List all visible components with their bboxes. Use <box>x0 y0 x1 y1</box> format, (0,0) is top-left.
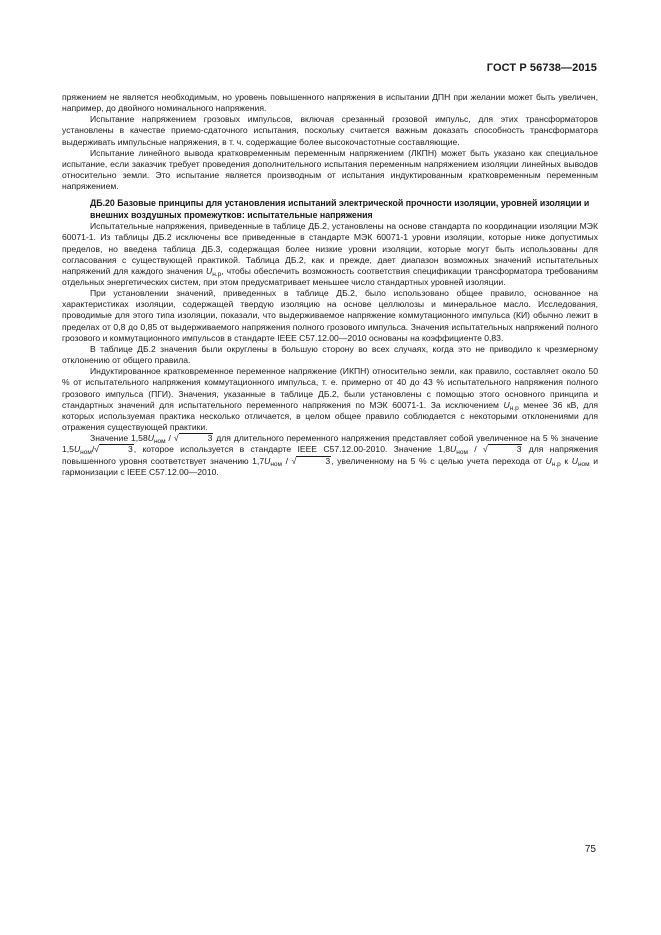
symbol-u: U <box>147 433 154 444</box>
document-header: ГОСТ Р 56738—2015 <box>486 62 597 74</box>
paragraph: Испытание напряжением грозовых импульсов, включая срезанный грозовой импульс, для этих трансформаторов установлены в качестве приемо-сдаточного испытания, поскольку считается важным доказать способность трансформатора выдерживать импульсные напряжения, в т. ч. содержащие более высокочастотные составляющие. <box>62 114 598 147</box>
sqrt-argument: 3 <box>179 433 214 443</box>
section-heading: ДБ.20 Базовые принципы для установления испытаний электрической прочности изоляции, уровней изоляции и внешних воздушных промежутков: испытательные напряжения <box>90 198 590 220</box>
paragraph: При установлении значений, приведенных в таблице ДБ.2, было использовано общее правило, основанное на характеристиках изоляции, содержащей твердую изоляцию на основе целлюлозы и минеральное масло. Исследования, проводимые для этого типа изоляции, показали, что выдерживаемое напряжение коммутационного импульса (КИ) обычно лежит в пределах от 0,8 до 0,85 от выдерживаемого напряжения полного грозового импульса. Значения испытательных напряжений полного грозового и коммутационного импульсов в стандарте IEEE C57.12.00—2010 основаны на коэффициенте 0,83. <box>62 288 598 343</box>
sqrt-sign: √ <box>94 444 99 455</box>
paragraph: Испытательные напряжения, приведенные в таблице ДБ.2, установлены на основе стандарта по координации изоляции МЭК 60071-1. Из таблицы ДБ.2 исключены все приведенные в стандарте МЭК 60071-1 уровни изоляции, которые ниже допустимых пределов, но введена таблица ДБ.3, содержащая более низкие уровни изоляции, которые могут быть использованы для согласования с существующей практикой. Таблица ДБ.2, как и прежде, дает диапазон возможных значений испытательных напряжений для каждого значения $U_{н.р}$, чтобы обеспечить возможность соответствия спецификации трансформатора требованиям отдельных энергетических систем, при этом предусматривает меньшее число стандартных уровней изоляции. <box>62 221 598 287</box>
symbol-u: U <box>503 399 510 410</box>
sqrt-sign: √ <box>291 455 297 466</box>
symbol-u: U <box>571 455 578 466</box>
symbol-u: U <box>545 455 552 466</box>
sqrt-argument: 3 <box>296 456 331 466</box>
paragraph: пряжением не является необходимым, но уровень повышенного напряжения в испытании ДПН при желании может быть увеличен, например, до двойного номинального напряжения. <box>62 92 598 114</box>
subscript: ном <box>270 460 283 468</box>
symbol-u: U <box>264 455 271 466</box>
document-body <box>62 92 598 478</box>
paragraph: Испытание линейного вывода кратковременным переменным напряжением (ЛКПН) может быть указано как специальное испытание, если заказчик требует проведения дополнительного испытания переменным напряжением изоляции линейных выводов относительно земли. Это испытание является производным от испытания индуктированным кратковременным переменным напряжением. <box>62 147 598 192</box>
paragraph: Индуктированное кратковременное переменное напряжение (ИКПН) относительно земли, как правило, составляет около 50 % от испытательного напряжения коммутационного импульса, т. е. примерно от 40 до 43 % испытательного напряжения полного грозового импульса (ПГИ). Значения, указанные в таблице ДБ.2, были установлены с помощью этого основного принципа и стандартных значений для испытательного переменного напряжения по МЭК 60071-1. За исключением $U_{н.р}$ менее 36 кВ, для которых используемая практика несколько отличается, в целом общее правило соблюдается с некоторыми отклонениями для отражения существующей практики. <box>62 366 599 433</box>
subscript: н.р <box>212 270 222 278</box>
subscript: н.р <box>551 460 561 468</box>
symbol-u: U <box>450 444 457 455</box>
sqrt-argument: 3 <box>488 444 523 454</box>
symbol-u: U <box>73 444 81 455</box>
subscript: ном <box>456 449 468 457</box>
paragraph: Значение $1,58U_{ном}$ / √ 3 для длительного переменного напряжения представляет собой увеличенное на 5 % значение $1,5U_{ном}/√$ 3, которое используется в стандарте IEEE C57.12.00-2010. Значение $1,8U_{ном}$ / √ 3 для напряжения повышенного уровня соответствует значению $1,7U_{ном}$ / √ 3, увеличенному на 5 % с целью учета перехода от $U_{н.р}$ к $U_{ном}$ и гармонизации с IEEE C57.12.00—2010. <box>62 433 599 477</box>
subscript: ном <box>153 438 166 446</box>
sqrt-sign: √ <box>173 433 179 444</box>
sqrt-argument: 3 <box>99 444 134 454</box>
paragraph: В таблице ДБ.2 значения были округлены в большую сторону во всех случаях, когда это не приводило к чрезмерному отклонению от общего правила. <box>62 343 598 366</box>
subscript: н.р <box>509 404 519 412</box>
sqrt-sign: √ <box>482 444 488 455</box>
symbol-u: U <box>206 265 213 276</box>
page-number: 75 <box>584 844 596 855</box>
subscript: ном <box>80 449 92 457</box>
subscript: ном <box>577 460 590 468</box>
